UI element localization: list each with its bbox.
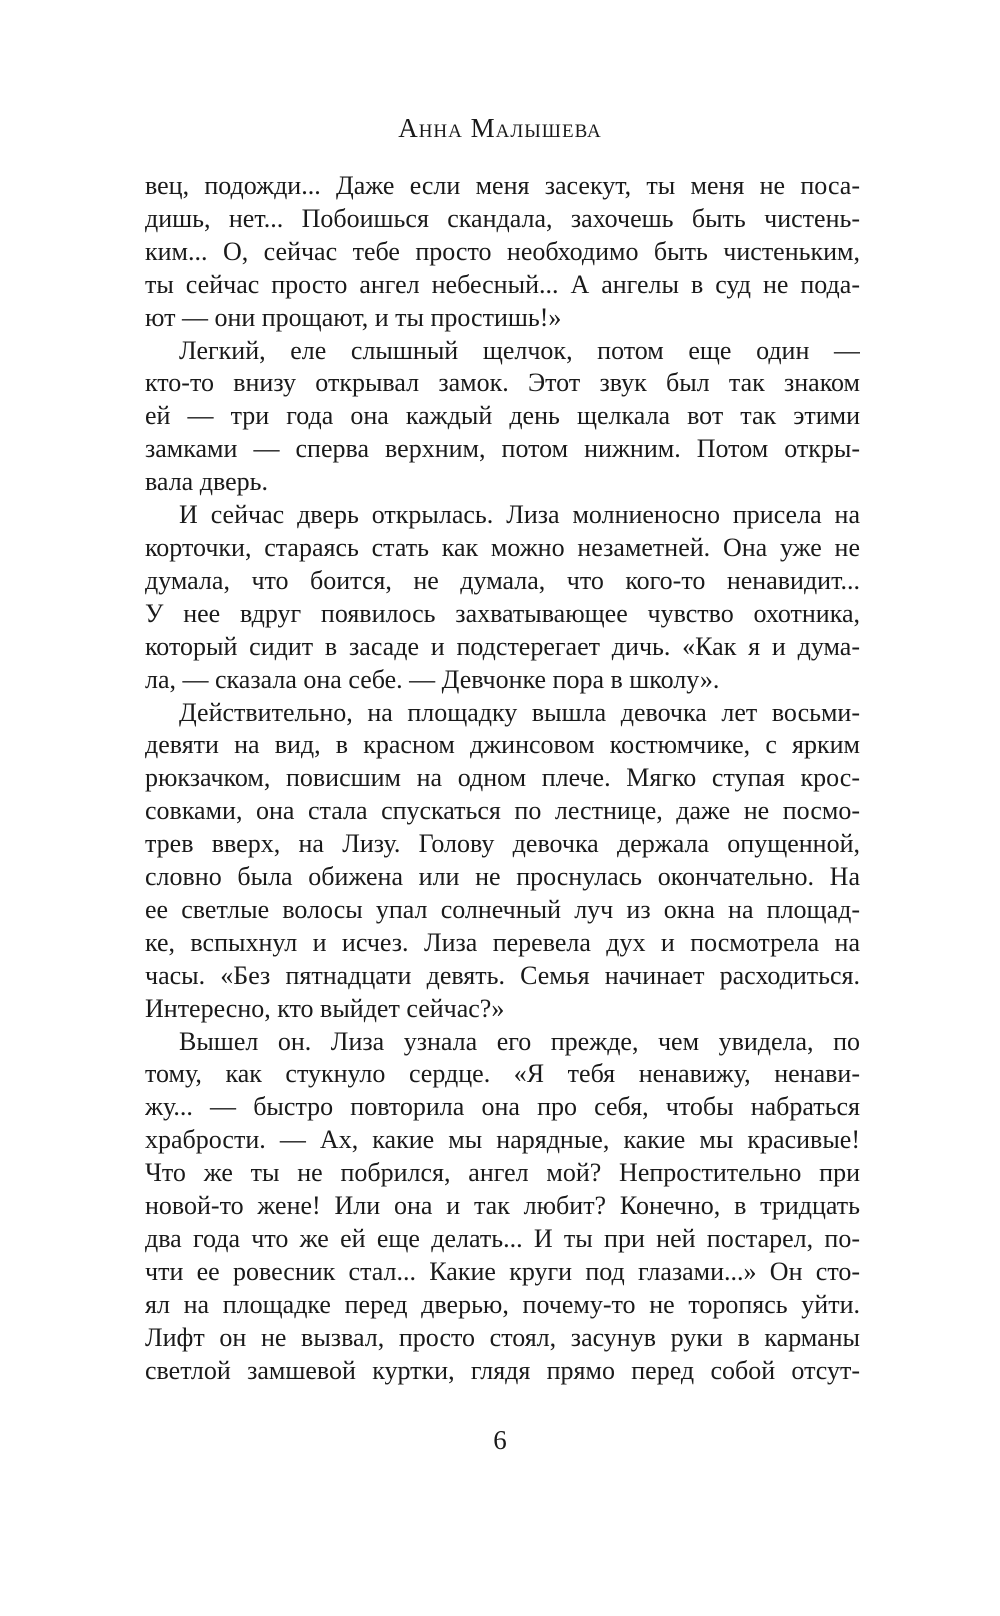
text-line: совками, она стала спускаться по лестнице, даже не посмо- [145, 796, 860, 826]
text-line: У нее вдруг появилось захватывающее чувство охотника, [145, 598, 860, 628]
text-line: Вышел он. Лиза узнала его прежде, чем увидела, по [179, 1026, 860, 1056]
body-text [145, 170, 860, 1388]
text-line: который сидит в засаде и подстерегает дичь. «Как я и дума- [145, 631, 860, 661]
text-line: девяти на вид, в красном джинсовом костюмчике, с ярким [145, 730, 860, 760]
text-line: дишь, нет... Побоишься скандала, захочешь быть чистень- [145, 203, 860, 233]
text-line: ее светлые волосы упал солнечный луч из окна на площад- [145, 894, 860, 924]
text-line: словно была обижена или не проснулась окончательно. На [145, 862, 860, 892]
text-line: трев вверх, на Лизу. Голову девочка держала опущенной, [145, 829, 860, 859]
text-line: ла, — сказала она себе. — Девчонке пора в школу». [145, 664, 720, 694]
text-line: ким... О, сейчас тебе просто необходимо быть чистеньким, [145, 236, 860, 266]
text-line: тому, как стукнуло сердце. «Я тебя ненавижу, ненави- [145, 1059, 860, 1089]
text-line: новой-то жене! Или она и так любит? Конечно, в тридцать [145, 1191, 860, 1221]
text-line: замками — сперва верхним, потом нижним. Потом откры- [145, 434, 860, 464]
text-line: чти ее ровесник стал... Какие круги под глазами...» Он сто- [145, 1256, 860, 1286]
text-line: жу... — быстро повторила она про себя, чтобы набраться [145, 1092, 860, 1122]
text-line: часы. «Без пятнадцати девять. Семья начинает расходиться. [145, 960, 860, 990]
paragraph [145, 1026, 860, 1388]
paragraph [145, 499, 860, 696]
text-line: вала дверь. [145, 467, 268, 497]
text-line: кто-то внизу открывал замок. Этот звук был так знаком [145, 368, 860, 398]
paragraph [145, 335, 860, 500]
paragraph [145, 170, 860, 335]
paragraph [145, 697, 860, 1026]
text-line: Легкий, еле слышный щелчок, потом еще один — [179, 335, 860, 365]
text-line: ке, вспыхнул и исчез. Лиза перевела дух и посмотрела на [145, 927, 860, 957]
text-line: ют — они прощают, и ты простишь!» [145, 302, 562, 332]
text-line: рюкзачком, повисшим на одном плече. Мягко ступая крос- [145, 763, 860, 793]
running-head-author: Анна Малышева [398, 113, 602, 143]
text-line: светлой замшевой куртки, глядя прямо перед собой отсут- [145, 1355, 860, 1385]
page-number: 6 [493, 1425, 507, 1455]
text-line: ей — три года она каждый день щелкала вот так этими [145, 401, 860, 431]
text-line: вец, подожди... Даже если меня засекут, ты меня не поса- [145, 171, 860, 200]
text-line: Интересно, кто выйдет сейчас?» [145, 993, 505, 1023]
text-line: корточки, стараясь стать как можно незаметней. Она уже не [145, 532, 860, 562]
text-line: Действительно, на площадку вышла девочка лет восьми- [179, 697, 860, 727]
text-line: Лифт он не вызвал, просто стоял, засунув руки в карманы [145, 1322, 860, 1352]
text-line: Что же ты не побрился, ангел мой? Непростительно при [145, 1158, 860, 1188]
text-line: думала, что боится, не думала, что кого-то ненавидит... [145, 565, 860, 595]
text-line: ял на площадке перед дверью, почему-то не торопясь уйти. [145, 1289, 860, 1319]
text-line: храбрости. — Ах, какие мы нарядные, какие мы красивые! [145, 1125, 860, 1155]
text-line: два года что же ей еще делать... И ты при ней постарел, по- [145, 1224, 860, 1253]
text-line: И сейчас дверь открылась. Лиза молниеносно присела на [179, 500, 860, 530]
text-line: ты сейчас просто ангел небесный... А ангелы в суд не пода- [145, 269, 860, 299]
